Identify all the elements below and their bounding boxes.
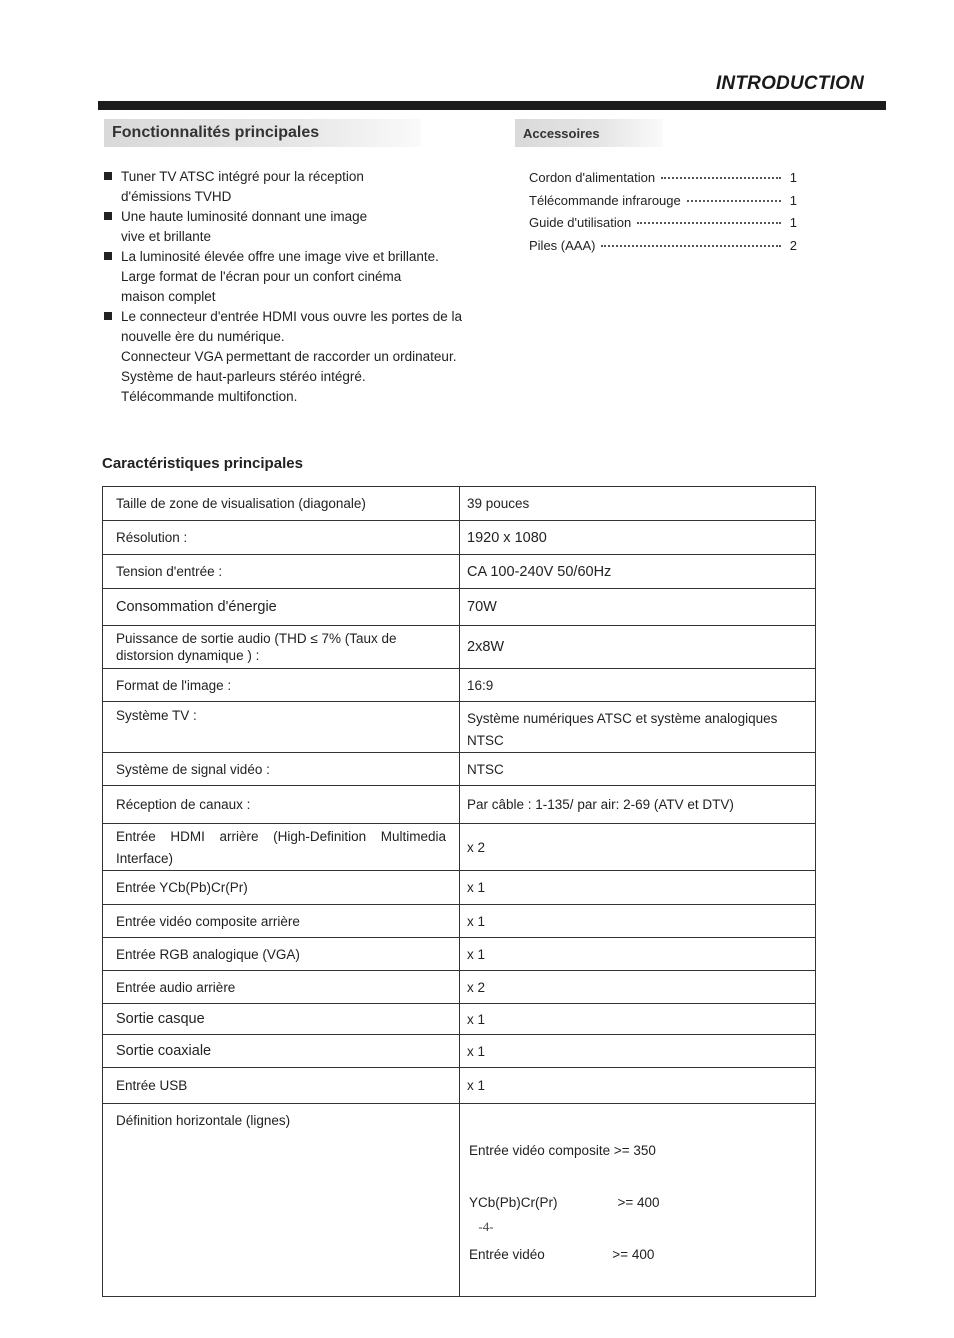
table-row — [103, 626, 816, 669]
feature-item — [104, 307, 524, 407]
feature-line: vive et brillante — [121, 229, 212, 244]
square-bullet-icon — [104, 252, 112, 260]
dot-leader — [601, 238, 781, 247]
spec-value: x 1 — [460, 1004, 816, 1035]
table-row — [103, 1004, 816, 1035]
features-heading: Fonctionnalités principales — [104, 119, 421, 147]
spec-label: Taille de zone de visualisation (diagonale) — [103, 487, 460, 521]
table-row — [103, 971, 816, 1004]
table-row — [103, 487, 816, 521]
spec-value: Par câble : 1-135/ par air: 2-69 (ATV et DTV) — [460, 786, 816, 824]
spec-value: x 1 — [460, 1068, 816, 1104]
accessories-heading: Accessoires — [515, 119, 663, 147]
spec-value: 2x8W — [460, 626, 816, 669]
accessory-label: Guide d'utilisation — [529, 215, 632, 230]
spec-label: Consommation d'énergie — [103, 589, 460, 626]
spec-label: Entrée RGB analogique (VGA) — [103, 938, 460, 971]
feature-line: Tuner TV ATSC intégré pour la réception — [121, 169, 364, 184]
accessory-qty: 1 — [789, 170, 797, 185]
spec-label: Sortie coaxiale — [103, 1035, 460, 1068]
feature-item — [104, 167, 524, 207]
table-row — [103, 521, 816, 555]
spec-value: x 1 — [460, 905, 816, 938]
header-rule — [98, 101, 886, 110]
accessory-qty: 1 — [789, 192, 797, 208]
table-row — [103, 938, 816, 971]
accessory-label: Cordon d'alimentation — [529, 170, 656, 185]
table-row — [103, 702, 816, 753]
feature-line: nouvelle ère du numérique. — [121, 329, 285, 344]
spec-value: 70W — [460, 589, 816, 626]
table-row — [103, 1068, 816, 1104]
feature-item — [104, 247, 524, 307]
spec-label: Entrée audio arrière — [103, 971, 460, 1004]
spec-value: x 1 — [460, 871, 816, 905]
table-row — [103, 1035, 816, 1068]
features-list — [104, 167, 524, 407]
accessory-qty: 2 — [789, 237, 797, 253]
accessory-row — [529, 193, 797, 216]
spec-label: Système de signal vidéo : — [103, 753, 460, 786]
spec-label: Entrée vidéo composite arrière — [103, 905, 460, 938]
table-row — [103, 669, 816, 702]
feature-line: Le connecteur d'entrée HDMI vous ouvre les portes de la — [121, 309, 463, 324]
spec-label: Tension d'entrée : — [103, 555, 460, 589]
spec-value: x 1 — [460, 938, 816, 971]
spec-value-line: Entrée vidéo >= 400 — [469, 1247, 655, 1262]
spec-value: NTSC — [460, 753, 816, 786]
feature-line: La luminosité élevée offre une image vive et brillante. — [121, 249, 439, 264]
accessory-row — [529, 170, 797, 193]
spec-label: Système TV : — [103, 702, 460, 753]
square-bullet-icon — [104, 312, 112, 320]
accessories-list — [529, 170, 797, 260]
feature-line: Une haute luminosité donnant une image — [121, 209, 368, 224]
table-row — [103, 589, 816, 626]
accessory-row — [529, 215, 797, 238]
dot-leader — [687, 193, 781, 202]
spec-value: x 2 — [460, 824, 816, 871]
accessory-label: Piles (AAA) — [529, 237, 596, 253]
spec-label: Puissance de sortie audio (THD ≤ 7% (Taux de distorsion dynamique ) : — [103, 626, 460, 669]
specs-heading: Caractéristiques principales — [102, 455, 303, 472]
spec-value: x 2 — [460, 971, 816, 1004]
feature-item — [104, 207, 524, 247]
accessory-qty: 1 — [789, 215, 797, 230]
spec-value: Système numériques ATSC et système analogiques NTSC — [460, 702, 816, 753]
spec-label: Entrée USB — [103, 1068, 460, 1104]
page-number: -4- — [478, 1219, 494, 1234]
spec-label: Réception de canaux : — [103, 786, 460, 824]
spec-label: Sortie casque — [103, 1004, 460, 1035]
accessory-row — [529, 238, 797, 261]
feature-line: Large format de l'écran pour un confort cinéma — [121, 269, 402, 284]
spec-label: Définition horizontale (lignes) — [103, 1104, 460, 1297]
table-row — [103, 1104, 816, 1297]
spec-value: 1920 x 1080 — [460, 521, 816, 555]
spec-value-line: YCb(Pb)Cr(Pr) >= 400 — [469, 1195, 660, 1210]
spec-label: Résolution : — [103, 521, 460, 555]
spec-value: 16:9 — [460, 669, 816, 702]
dot-leader — [637, 215, 781, 224]
accessory-label: Télécommande infrarouge — [529, 192, 681, 208]
table-row — [103, 871, 816, 905]
spec-label: Entrée YCb(Pb)Cr(Pr) — [103, 871, 460, 905]
feature-line: d'émissions TVHD — [121, 189, 232, 204]
table-row — [103, 824, 816, 871]
table-row — [103, 786, 816, 824]
square-bullet-icon — [104, 172, 112, 180]
dot-leader — [661, 170, 781, 179]
table-row — [103, 905, 816, 938]
spec-value: CA 100-240V 50/60Hz — [460, 555, 816, 589]
feature-line: maison complet — [121, 289, 216, 304]
square-bullet-icon — [104, 212, 112, 220]
spec-label: Format de l'image : — [103, 669, 460, 702]
section-title: INTRODUCTION — [715, 73, 864, 94]
feature-line: Connecteur VGA permettant de raccorder un ordinateur. — [121, 349, 457, 364]
feature-line: Télécommande multifonction. — [121, 389, 298, 404]
spec-value: x 1 — [460, 1035, 816, 1068]
spec-value-line: Entrée vidéo composite >= 350 — [469, 1143, 656, 1158]
feature-line: Système de haut-parleurs stéréo intégré. — [121, 369, 366, 384]
spec-value-multiline — [460, 1104, 816, 1297]
table-row — [103, 753, 816, 786]
table-row — [103, 555, 816, 589]
spec-label: Entrée HDMI arrière (High-Definition Multimedia Interface) — [103, 824, 460, 871]
spec-value: 39 pouces — [460, 487, 816, 521]
specs-table — [102, 486, 816, 1297]
